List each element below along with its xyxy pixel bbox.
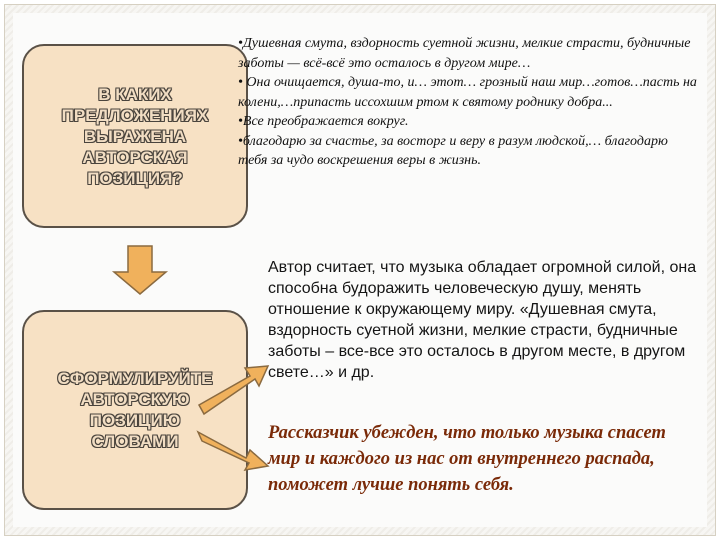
quote-item: • Она очищается, душа-то, и… этот… грозный наш мир…готов…пасть на колени,…припасть иссохшим ртом к святому роднику добра... xyxy=(238,75,697,110)
quote-item: •Душевная смута, вздорность суетной жизни, мелкие страсти, будничные заботы — всё-всё это осталось в другом мире… xyxy=(238,36,691,71)
down-right-arrow-icon xyxy=(198,432,268,470)
conclusion-text: Рассказчик убежден, что только музыка спасет мир и каждого из нас от внутреннего распада, поможет лучше понять себя. xyxy=(268,423,666,495)
up-right-arrow-icon xyxy=(199,366,268,414)
quote-item: •благодарю за счастье, за восторг и веру в разум людской,… благодарю тебя за чудо воскрешения веры в жизнь. xyxy=(238,133,668,168)
down-arrow-icon xyxy=(114,246,166,294)
author-paragraph: Автор считает, что музыка обладает огромной силой, она способна будоражить человеческую душу, менять отношение к окружающему миру. «Душевная смута, вздорность суетной жизни, мелкие страсти, будничные заботы – все-все это осталось в другом месте, в другом свете…» и др. xyxy=(268,259,697,381)
quote-item: •Все преображается вокруг. xyxy=(238,114,409,129)
question-text: В КАКИХ ПРЕДЛОЖЕНИЯХ ВЫРАЖЕНА АВТОРСКАЯ ПОЗИЦИЯ? xyxy=(61,84,209,188)
task-text: СФОРМУЛИРУЙТЕ АВТОРСКУЮ ПОЗИЦИЮ СЛОВАМИ xyxy=(57,369,213,451)
